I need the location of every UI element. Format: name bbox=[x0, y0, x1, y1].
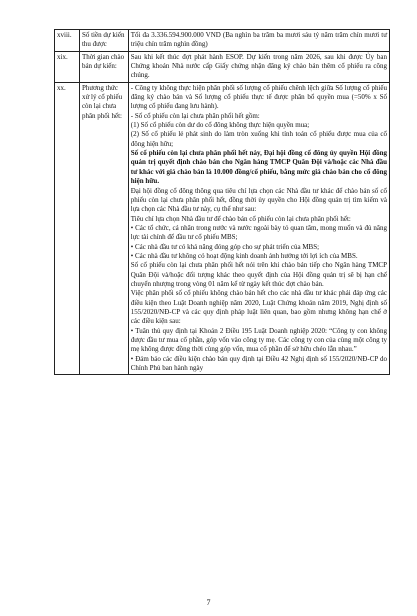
page-number: 7 bbox=[206, 598, 211, 607]
table-row bbox=[55, 30, 390, 52]
row-content bbox=[128, 51, 389, 82]
paragraph: Tiêu chí lựa chọn Nhà đầu tư để chào bán cổ phiếu còn lại chưa phân phối hết: bbox=[130, 214, 351, 223]
bullet-item: • Tuân thủ quy định tại Khoản 2 Điều 195 Luật Doanh nghiệp 2020: “Công ty con không được đầu tư mua cổ phần, góp vốn vào công ty mẹ. Các công ty con của cùng một công ty mẹ không được đồng thời cùng góp vốn, mua cổ phần để sở hữu chéo lẫn nhau.” bbox=[130, 326, 387, 354]
row-content bbox=[128, 30, 389, 52]
paragraph: Số cổ phiếu còn lại chưa phân phối hết nói trên khi chào bán tiếp cho Ngân hàng TMCP Quân Đội và/hoặc đối tượng khác theo quyết định của Hội đồng quản trị sẽ bị hạn chế chuyển nhượng trong vòng 01 năm kể từ ngày kết thúc đợt chào bán. bbox=[130, 261, 387, 288]
paragraph: (2) Số cổ phiếu lẻ phát sinh do làm tròn xuống khi tính toán cổ phiếu được mua của cổ đông hiện hữu; bbox=[130, 130, 387, 148]
row-label: Phương thức xử lý cổ phiếu còn lại chưa phân phối hết: bbox=[79, 82, 128, 375]
paragraph: Việc phân phối số cổ phiếu không chào bán hết cho các nhà đầu tư khác phải đáp ứng các điều kiện theo Luật Doanh nghiệp năm 2020, Luật Chứng khoán năm 2019, Nghị định số 155/2020/NĐ-CP và các quy định pháp luật liên quan, bao gồm nhưng không hạn chế ở các điều kiện sau: bbox=[130, 289, 387, 326]
bullet-item: • Các nhà đầu tư không có hoạt động kinh doanh ảnh hưởng tới lợi ích của MBS. bbox=[130, 251, 358, 260]
table-row bbox=[55, 82, 390, 375]
bullet-item: • Đảm bảo các điều kiện chào bán quy định tại Điều 42 Nghị định số 155/2020/NĐ-CP do Chính Phủ ban hành ngày bbox=[130, 354, 387, 373]
row-label: Số tiền dự kiến thu được bbox=[79, 30, 128, 52]
row-content bbox=[128, 82, 389, 375]
paragraph: Sau khi kết thúc đợt phát hành ESOP. Dự kiến trong năm 2026, sau khi được Ủy ban Chứng khoán Nhà nước cấp Giấy chứng nhận đăng ký chào bán thêm cổ phiếu ra công chúng. bbox=[130, 52, 387, 80]
bullet-item: • Các nhà đầu tư có khả năng đóng góp cho sự phát triển của MBS; bbox=[130, 242, 320, 251]
row-number: xx. bbox=[55, 82, 80, 375]
row-number: xix. bbox=[55, 51, 80, 82]
row-label: Thời gian chào bán dự kiến: bbox=[79, 51, 128, 82]
paragraph: Đại hội đồng cổ đông thông qua tiêu chí lựa chọn các Nhà đầu tư khác để chào bán số cổ phiếu còn lại chưa phân phối hết, đồng thời ủy quyền cho Hội đồng quản trị tìm kiếm và lựa chọn các Nhà đầu tư này, cụ thể như sau: bbox=[130, 186, 387, 214]
paragraph: - Công ty không thực hiện phân phối số lượng cổ phiếu chênh lệch giữa Số lượng cổ phiếu đăng ký chào bán và Số lượng cổ phiếu thực tế được phân bổ quyền mua (=50% x Số lượng cổ phiếu đang lưu hành). bbox=[130, 83, 387, 111]
paragraph-bold: Số cổ phiếu còn lại chưa phân phối hết này, Đại hội đồng cổ đông ủy quyền Hội đồng quản trị quyết định chào bán cho Ngân hàng TMCP Quân Đội và/hoặc các Nhà đầu tư khác với giá chào bán là 10.000 đồng/cổ phiếu, bằng mức giá chào bán cho cổ đông hiện hữu. bbox=[130, 149, 387, 186]
paragraph: - Số cổ phiếu còn lại chưa phân phối hết gồm: bbox=[130, 111, 260, 120]
paragraph: Tối đa 3.336.594.900.000 VND (Ba nghìn ba trăm ba mươi sáu tỷ năm trăm chín mươi tư triệu chín trăm nghìn đồng) bbox=[130, 31, 387, 49]
row-number: xviii. bbox=[55, 30, 80, 52]
paragraph: (1) Số cổ phiếu còn dư do cổ đông không thực hiện quyền mua; bbox=[130, 121, 310, 130]
agenda-table bbox=[54, 29, 390, 375]
table-row bbox=[55, 51, 390, 82]
bullet-item: • Các tổ chức, cá nhân trong nước và nước ngoài bày tỏ quan tâm, mong muốn và đủ năng lực tài chính để đầu tư cổ phiếu MBS; bbox=[130, 223, 387, 242]
